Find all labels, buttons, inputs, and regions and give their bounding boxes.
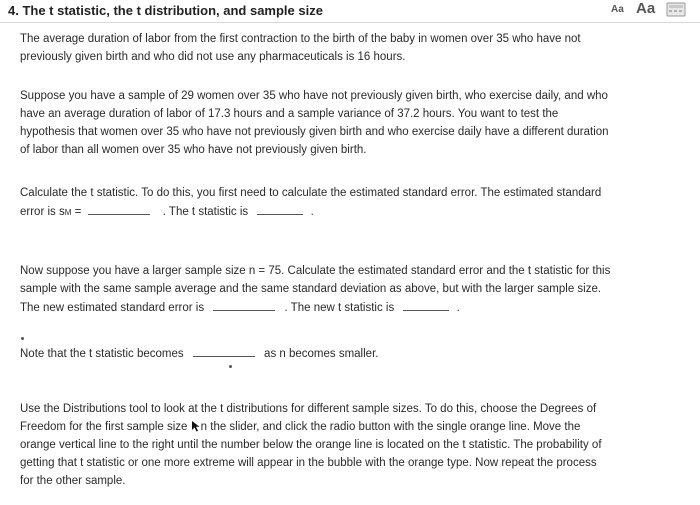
question-title: 4. The t statistic, the t distribution, and sample size xyxy=(8,3,323,18)
t-statistic-input[interactable] xyxy=(257,202,303,215)
q1-line: Calculate the t statistic. To do this, you first need to calculate the estimated standard error. The estimated standard xyxy=(20,187,602,199)
instructions-text: Freedom for the first sample size xyxy=(20,421,191,433)
dropdown-dot xyxy=(21,337,24,340)
q2-line: sample with the same sample average and the same standard deviation as above, but with the larger sample size. xyxy=(20,283,602,295)
increase-font-button[interactable]: Aa xyxy=(636,0,656,17)
instructions-text: n the slider, and click the radio button with the single orange line. Move the xyxy=(200,421,581,433)
intro-paragraph xyxy=(20,30,692,66)
question-3 xyxy=(20,344,692,363)
scenario-paragraph xyxy=(20,87,692,159)
instructions-line xyxy=(20,418,692,436)
instructions-line: Use the Distributions tool to look at the t distributions for different sample sizes. To do this, choose the Degrees of xyxy=(20,403,597,415)
intro-line: previously given birth and who did not use any pharmaceuticals is 16 hours. xyxy=(20,51,406,63)
scenario-line: Suppose you have a sample of 29 women over 35 who have not previously given birth, who exercise daily, and who xyxy=(20,90,608,102)
instructions-line: orange vertical line to the right until the number below the orange line is located on the t statistic. The probability of xyxy=(20,439,602,451)
question-1 xyxy=(20,184,692,222)
calculator-icon[interactable] xyxy=(666,1,686,17)
new-standard-error-label: The new estimated standard error is xyxy=(20,302,205,314)
new-t-statistic-label: . The new t statistic is xyxy=(284,302,395,314)
scenario-line: hypothesis that women over 35 who have not previously given birth and who exercise daily have a different duration xyxy=(20,126,609,138)
question-2 xyxy=(20,262,692,317)
t-statistic-change-select[interactable] xyxy=(193,344,255,357)
dropdown-dot xyxy=(229,365,232,368)
q3-prefix: Note that the t statistic becomes xyxy=(20,348,184,360)
q1-answer-line xyxy=(20,202,692,222)
q2-line: Now suppose you have a larger sample size n = 75. Calculate the estimated standard error and the t statistic for this xyxy=(20,265,611,277)
standard-error-label: error is sM = xyxy=(20,206,82,218)
new-standard-error-input[interactable] xyxy=(213,298,275,311)
instructions-paragraph xyxy=(20,400,692,490)
scenario-line: have an average duration of labor of 17.3 hours and a sample variance of 37.2 hours. You want to test the xyxy=(20,108,559,120)
question-header xyxy=(0,0,700,23)
sentence-end: . xyxy=(456,302,460,314)
standard-error-input[interactable] xyxy=(88,202,150,215)
sentence-end: . xyxy=(310,206,314,218)
q2-answer-line xyxy=(20,298,692,317)
instructions-line: getting that t statistic or one more extreme will appear in the bubble with the orange type. Now repeat the process xyxy=(20,457,597,469)
intro-line: The average duration of labor from the first contraction to the birth of the baby in women over 35 who have not xyxy=(20,33,581,45)
instructions-line: for the other sample. xyxy=(20,475,126,487)
t-statistic-label: . The t statistic is xyxy=(162,206,249,218)
decrease-font-button[interactable]: Aa xyxy=(611,4,624,15)
scenario-line: of labor than all women over 35 who have not previously given birth. xyxy=(20,144,367,156)
cursor-icon xyxy=(191,420,201,432)
new-t-statistic-input[interactable] xyxy=(403,298,449,311)
q3-suffix: as n becomes smaller. xyxy=(264,348,379,360)
